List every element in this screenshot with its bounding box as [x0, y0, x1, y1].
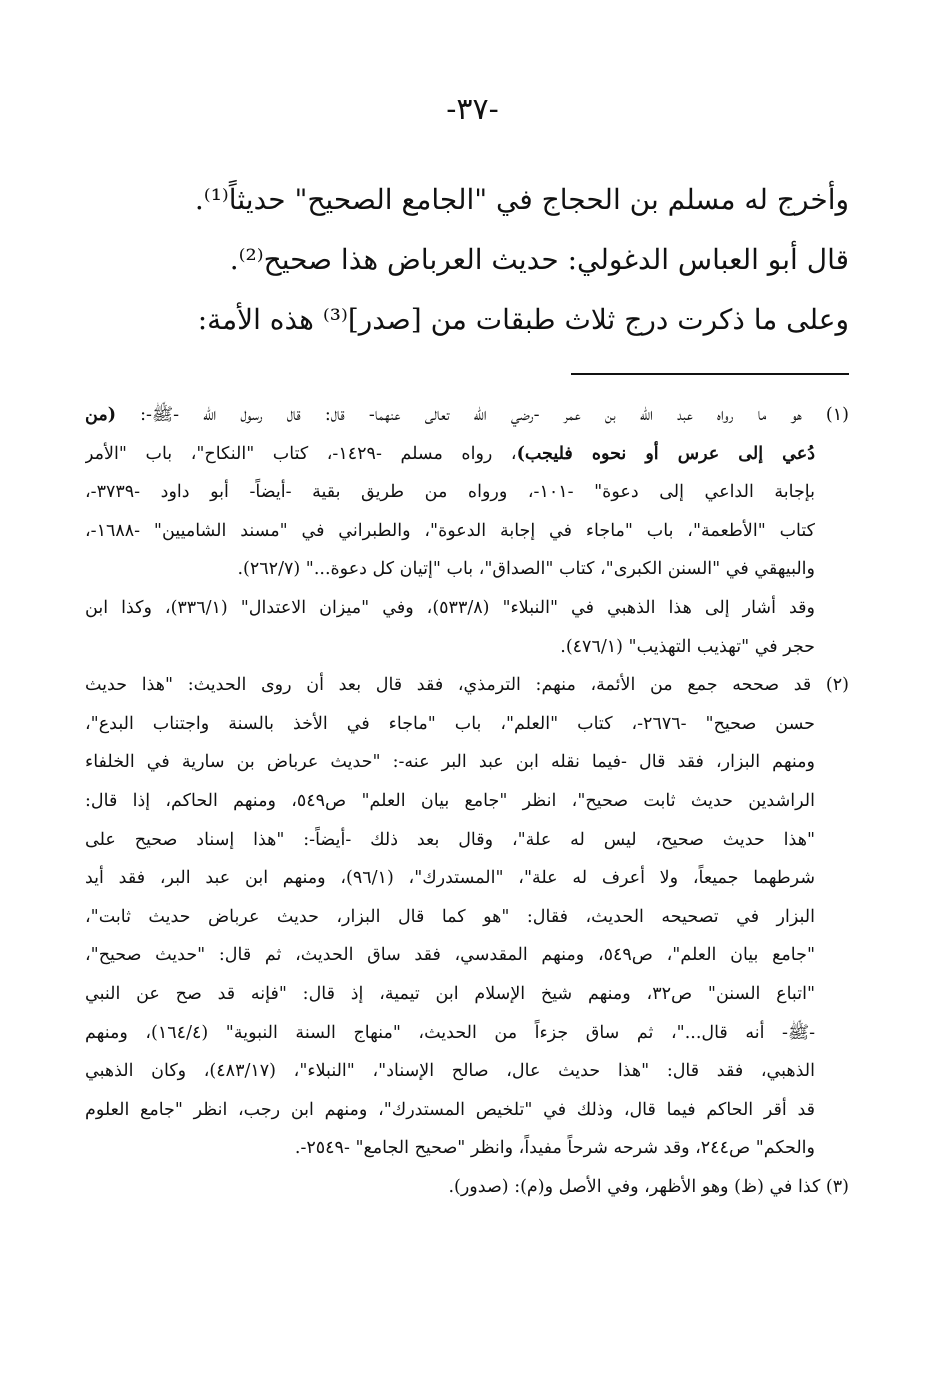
page-number: -٣٧- — [446, 92, 499, 127]
main-line-1: وأخرج له مسلم بن الحجاج في "الجامع الصحيح" حديثاً⁽¹⁾. — [194, 183, 849, 216]
footnote-2-line: الذهبي، فقد قال: "هذا حديث عال، صالح الإسناد"، "النبلاء"، (٤٨٣/١٧)، وكان الذهبي — [85, 1061, 815, 1082]
main-text — [129, 170, 849, 350]
footnote-separator — [571, 373, 849, 375]
hadith-text: دُعي إلى عرس أو نحوه فليجب) — [516, 443, 815, 464]
footnote-2-line: "جامع بيان العلم"، ص٥٤٩، ومنهم المقدسي، فقد ساق الحديث، ثم قال: "حديث صحيح"، — [85, 945, 816, 966]
footnote-1-line: بإجابة الداعي إلى دعوة" -١٠١-، ورواه من طريق بقية -أيضاً- أبو داود -٣٧٣٩-، — [85, 482, 815, 503]
footnote-2-line: قد أقر الحاكم فيما قال، وذلك في "تلخيص المستدرك"، ومنهم ابن رجب، انظر "جامع العلوم — [85, 1099, 815, 1120]
footnote-1-line — [85, 435, 849, 474]
footnote-2-line: والحكم" ص٢٤٤، وقد شرحه شرحاً مفيداً، وانظر "صحيح الجامع" -٢٥٤٩-. — [294, 1138, 815, 1159]
footnote-2-line: حسن صحيح" -٢٦٧٦-، كتاب "العلم"، باب "ماجاء في الأخذ بالسنة واجتناب البدع"، — [85, 713, 815, 734]
footnote-1-line — [85, 396, 849, 435]
footnote-2-line: الراشدين حديث ثابت صحيح"، انظر "جامع بيان العلم" ص٥٤٩، ومنهم الحاكم، إذا قال: — [85, 790, 815, 811]
footnote-1-line: وقد أشار إلى هذا الذهبي في "النبلاء" (٥٣٣/٨)، وفي "ميزان الاعتدال" (٣٣٦/١)، وكذا ابن — [85, 597, 815, 618]
footnote-2-line: "هذا حديث صحيح، ليس له علة"، وقال بعد ذلك -أيضاً-: "هذا إسناد صحيح على — [85, 829, 815, 850]
footnote-2-line: "اتباع السنن" ص٣٢، ومنهم شيخ الإسلام ابن تيمية، إذ قال: "فإنه قد صح عن النبي — [85, 983, 815, 1004]
main-line-2: قال أبو العباس الدغولي: حديث العرباض هذا صحيح⁽²⁾. — [229, 243, 849, 276]
hadith-text: (من — [85, 405, 116, 425]
footnote-2-line: (٢) قد صححه جمع من الأئمة، منهم: الترمذي، فقد قال بعد أن روى الحديث: "هذا حديث — [85, 675, 849, 696]
footnote-2-line: -ﷺ- أنه قال..."، ثم ساق جزءاً من الحديث، "منهاج السنة النبوية" (١٦٤/٤)، ومنهم — [85, 1022, 816, 1043]
footnote-1-line: حجر في "تهذيب التهذيب" (٤٧٦/١). — [560, 636, 815, 657]
footnote-1-line: كتاب "الأطعمة"، باب "ماجاء في إجابة الدعوة"، والطبراني في "مسند الشاميين" -١٦٨٨-، — [85, 520, 815, 541]
footnote-text: (١) هو ما رواه عبد الله بن عمر -رضي الله تعالى عنهما- قال: قال رسول الله -ﷺ-: — [115, 405, 849, 425]
main-line-3: وعلى ما ذكرت درج ثلاث طبقات من [صدر]⁽³⁾ هذه الأمة: — [197, 303, 849, 336]
footnote-2-line: البزار في تصحيحه الحديث، فقال: "هو كما قال البزار، حديث عرباض حديث ثابت"، — [85, 906, 815, 927]
footnote-text: ، رواه مسلم -١٤٢٩-، كتاب "النكاح"، باب "الأمر — [85, 443, 517, 464]
footnotes — [85, 396, 849, 1206]
footnote-3-line: (٣) كذا في (ظ) وهو الأظهر، وفي الأصل و(م): (صدور). — [448, 1176, 849, 1197]
footnote-2-line: شرطهما جميعاً، ولا أعرف له علة"، "المستدرك"، (٩٦/١)، ومنهم ابن عبد البر، فقد أيد — [85, 868, 816, 889]
footnote-1-line: والبيهقي في "السنن الكبرى"، كتاب "الصداق"، باب "إتيان كل دعوة..." (٢٦٢/٧). — [237, 559, 815, 580]
footnote-2-line: ومنهم البزار، فقد قال -فيما نقله ابن عبد البر عنه-: "حديث عرباض بن سارية في الخلفاء — [85, 752, 815, 773]
